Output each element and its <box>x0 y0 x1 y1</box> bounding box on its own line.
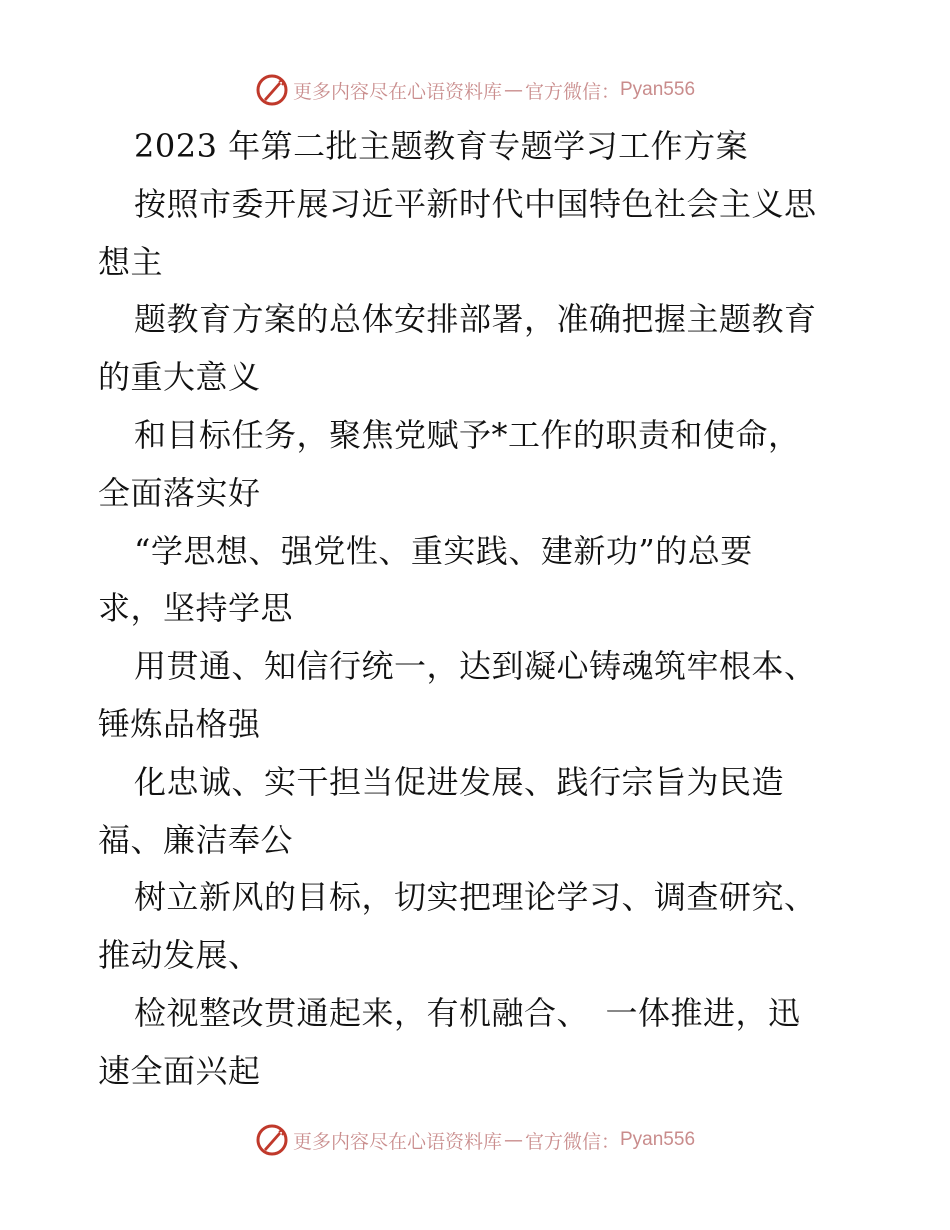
document-line: 的重大意义 <box>98 358 261 397</box>
document-line: 福、廉洁奉公 <box>98 820 294 859</box>
document-line: 树立新风的目标，切实把理论学习、调查研究、 <box>134 878 817 917</box>
document-line: 检视整改贯通起来，有机融合、 一体推进，迅 <box>134 993 801 1032</box>
document-line: 2023 年第二批主题教育专题学习工作方案 <box>134 127 749 165</box>
watermark-dash: — <box>503 1129 523 1151</box>
document-line: 化忠诚、实干担当促进发展、践行宗旨为民造 <box>134 762 785 801</box>
footer-watermark <box>0 1120 950 1160</box>
watermark-wechat-id: Pyan556 <box>620 1129 696 1150</box>
document-line: 求，坚持学思 <box>98 589 294 628</box>
quill-logo-icon <box>255 73 289 107</box>
document-body <box>98 118 858 1101</box>
document-line: 全面落实好 <box>98 473 261 512</box>
document-line: 和目标任务，聚焦党赋予*工作的职责和使命， <box>134 415 801 454</box>
document-line: “学思想、强党性、重实践、建新功”的总要 <box>134 531 753 570</box>
watermark-main-text: 更多内容尽在心语资料库 <box>292 80 502 103</box>
watermark-official-label: 官方微信： <box>524 80 620 103</box>
watermark-official-label: 官方微信： <box>524 1130 620 1153</box>
watermark-wechat-id: Pyan556 <box>620 79 696 100</box>
document-line: 锤炼品格强 <box>98 704 261 743</box>
watermark-dash: — <box>503 79 523 101</box>
document-line: 用贯通、知信行统一，达到凝心铸魂筑牢根本、 <box>134 647 817 686</box>
watermark-main-text: 更多内容尽在心语资料库 <box>292 1130 502 1153</box>
document-line: 想主 <box>98 242 164 281</box>
document-line: 推动发展、 <box>98 936 261 975</box>
document-line: 速全面兴起 <box>98 1051 261 1090</box>
document-line: 按照市委开展习近平新时代中国特色社会主义思 <box>134 184 817 223</box>
document-line: 题教育方案的总体安排部署，准确把握主题教育 <box>134 300 817 339</box>
header-watermark <box>0 70 950 110</box>
quill-logo-icon <box>255 1123 289 1157</box>
